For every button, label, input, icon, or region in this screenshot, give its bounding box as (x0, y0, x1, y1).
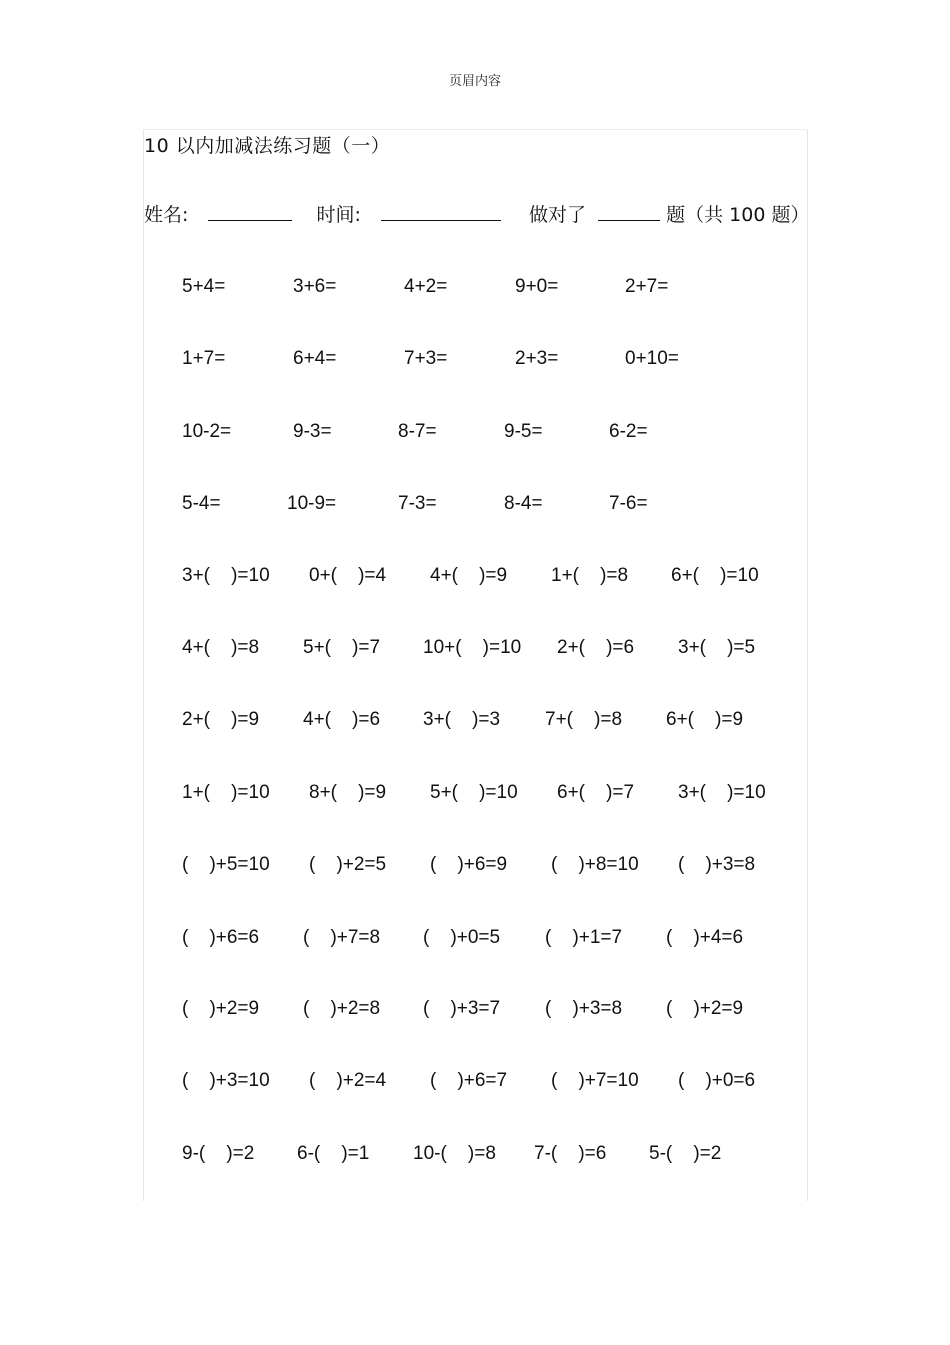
time-blank[interactable] (381, 200, 501, 221)
problem-item: ( )+6=9 (430, 854, 508, 875)
problem-item: 5+4= (182, 276, 226, 297)
problem-item: ( )+7=8 (303, 927, 381, 948)
problem-item: ( )+2=9 (666, 998, 744, 1019)
problem-item: 5+( )=7 (303, 637, 381, 658)
problem-item: ( )+3=8 (678, 854, 756, 875)
problem-row (0, 709, 950, 739)
correct-label: 做对了 (529, 204, 587, 226)
problem-item: 3+( )=5 (678, 637, 756, 658)
problem-item: 2+7= (625, 276, 669, 297)
problem-item: ( )+2=4 (309, 1070, 387, 1091)
problem-item: 6+( )=9 (666, 709, 744, 730)
problem-item: ( )+2=5 (309, 854, 387, 875)
problem-item: 9+0= (515, 276, 559, 297)
problem-item: ( )+6=6 (182, 927, 260, 948)
problem-row (0, 998, 950, 1028)
problem-item: ( )+6=7 (430, 1070, 508, 1091)
problem-item: 6-( )=1 (297, 1143, 370, 1164)
problem-item: 3+( )=10 (678, 782, 766, 803)
problem-item: 9-3= (293, 421, 332, 442)
problem-item: 8-4= (504, 493, 543, 514)
problem-item: 0+( )=4 (309, 565, 387, 586)
problem-item: 6+( )=10 (671, 565, 759, 586)
correct-count-blank[interactable] (598, 200, 660, 221)
problem-item: 7-( )=6 (534, 1143, 607, 1164)
problem-item: 10-9= (287, 493, 337, 514)
problem-item: 5+( )=10 (430, 782, 518, 803)
page-header: 页眉内容 (448, 74, 501, 89)
problem-item: 4+( )=8 (182, 637, 260, 658)
problem-item: 0+10= (625, 348, 679, 369)
problem-row (0, 637, 950, 667)
problem-item: 4+2= (404, 276, 448, 297)
problem-item: 8-7= (398, 421, 437, 442)
problem-item: 9-( )=2 (182, 1143, 255, 1164)
problem-item: 1+( )=8 (551, 565, 629, 586)
problem-item: ( )+2=8 (303, 998, 381, 1019)
problem-row (0, 348, 950, 378)
problem-item: 3+( )=3 (423, 709, 501, 730)
problem-item: ( )+3=10 (182, 1070, 270, 1091)
problem-item: 3+6= (293, 276, 337, 297)
problem-item: ( )+1=7 (545, 927, 623, 948)
problem-item: 5-( )=2 (649, 1143, 722, 1164)
problem-item: 6+4= (293, 348, 337, 369)
problem-item: ( )+7=10 (551, 1070, 639, 1091)
name-label: 姓名: (144, 204, 189, 226)
problem-item: 6-2= (609, 421, 648, 442)
problem-item: 1+7= (182, 348, 226, 369)
problem-item: 6+( )=7 (557, 782, 635, 803)
problem-row (0, 1070, 950, 1100)
problem-row (0, 927, 950, 957)
problem-item: 7-6= (609, 493, 648, 514)
problem-item: ( )+3=8 (545, 998, 623, 1019)
total-label: 题（共 100 题） (666, 204, 810, 226)
problem-item: 2+( )=6 (557, 637, 635, 658)
problem-item: 9-5= (504, 421, 543, 442)
problem-row (0, 854, 950, 884)
problem-item: 10-2= (182, 421, 232, 442)
problem-item: ( )+0=5 (423, 927, 501, 948)
problem-item: ( )+2=9 (182, 998, 260, 1019)
problem-item: ( )+5=10 (182, 854, 270, 875)
problem-item: 1+( )=10 (182, 782, 270, 803)
problem-item: 7+3= (404, 348, 448, 369)
problem-row (0, 493, 950, 523)
problem-item: 4+( )=9 (430, 565, 508, 586)
problem-row (0, 276, 950, 306)
problem-item: 5-4= (182, 493, 221, 514)
problem-item: 3+( )=10 (182, 565, 270, 586)
problem-item: ( )+8=10 (551, 854, 639, 875)
problem-row (0, 782, 950, 812)
problem-row (0, 1143, 950, 1173)
problem-item: 2+3= (515, 348, 559, 369)
problem-item: 7+( )=8 (545, 709, 623, 730)
problem-row (0, 421, 950, 451)
problem-row (0, 565, 950, 595)
problem-item: ( )+3=7 (423, 998, 501, 1019)
student-info-row (144, 200, 809, 227)
time-label: 时间: (316, 204, 361, 226)
worksheet-title: 10 以内加减法练习题（一） (144, 135, 391, 157)
name-blank[interactable] (208, 200, 292, 221)
problem-item: 8+( )=9 (309, 782, 387, 803)
problem-item: ( )+4=6 (666, 927, 744, 948)
problem-item: 4+( )=6 (303, 709, 381, 730)
problem-item: 7-3= (398, 493, 437, 514)
problem-item: ( )+0=6 (678, 1070, 756, 1091)
problem-item: 2+( )=9 (182, 709, 260, 730)
problem-item: 10+( )=10 (423, 637, 522, 658)
problem-item: 10-( )=8 (413, 1143, 496, 1164)
